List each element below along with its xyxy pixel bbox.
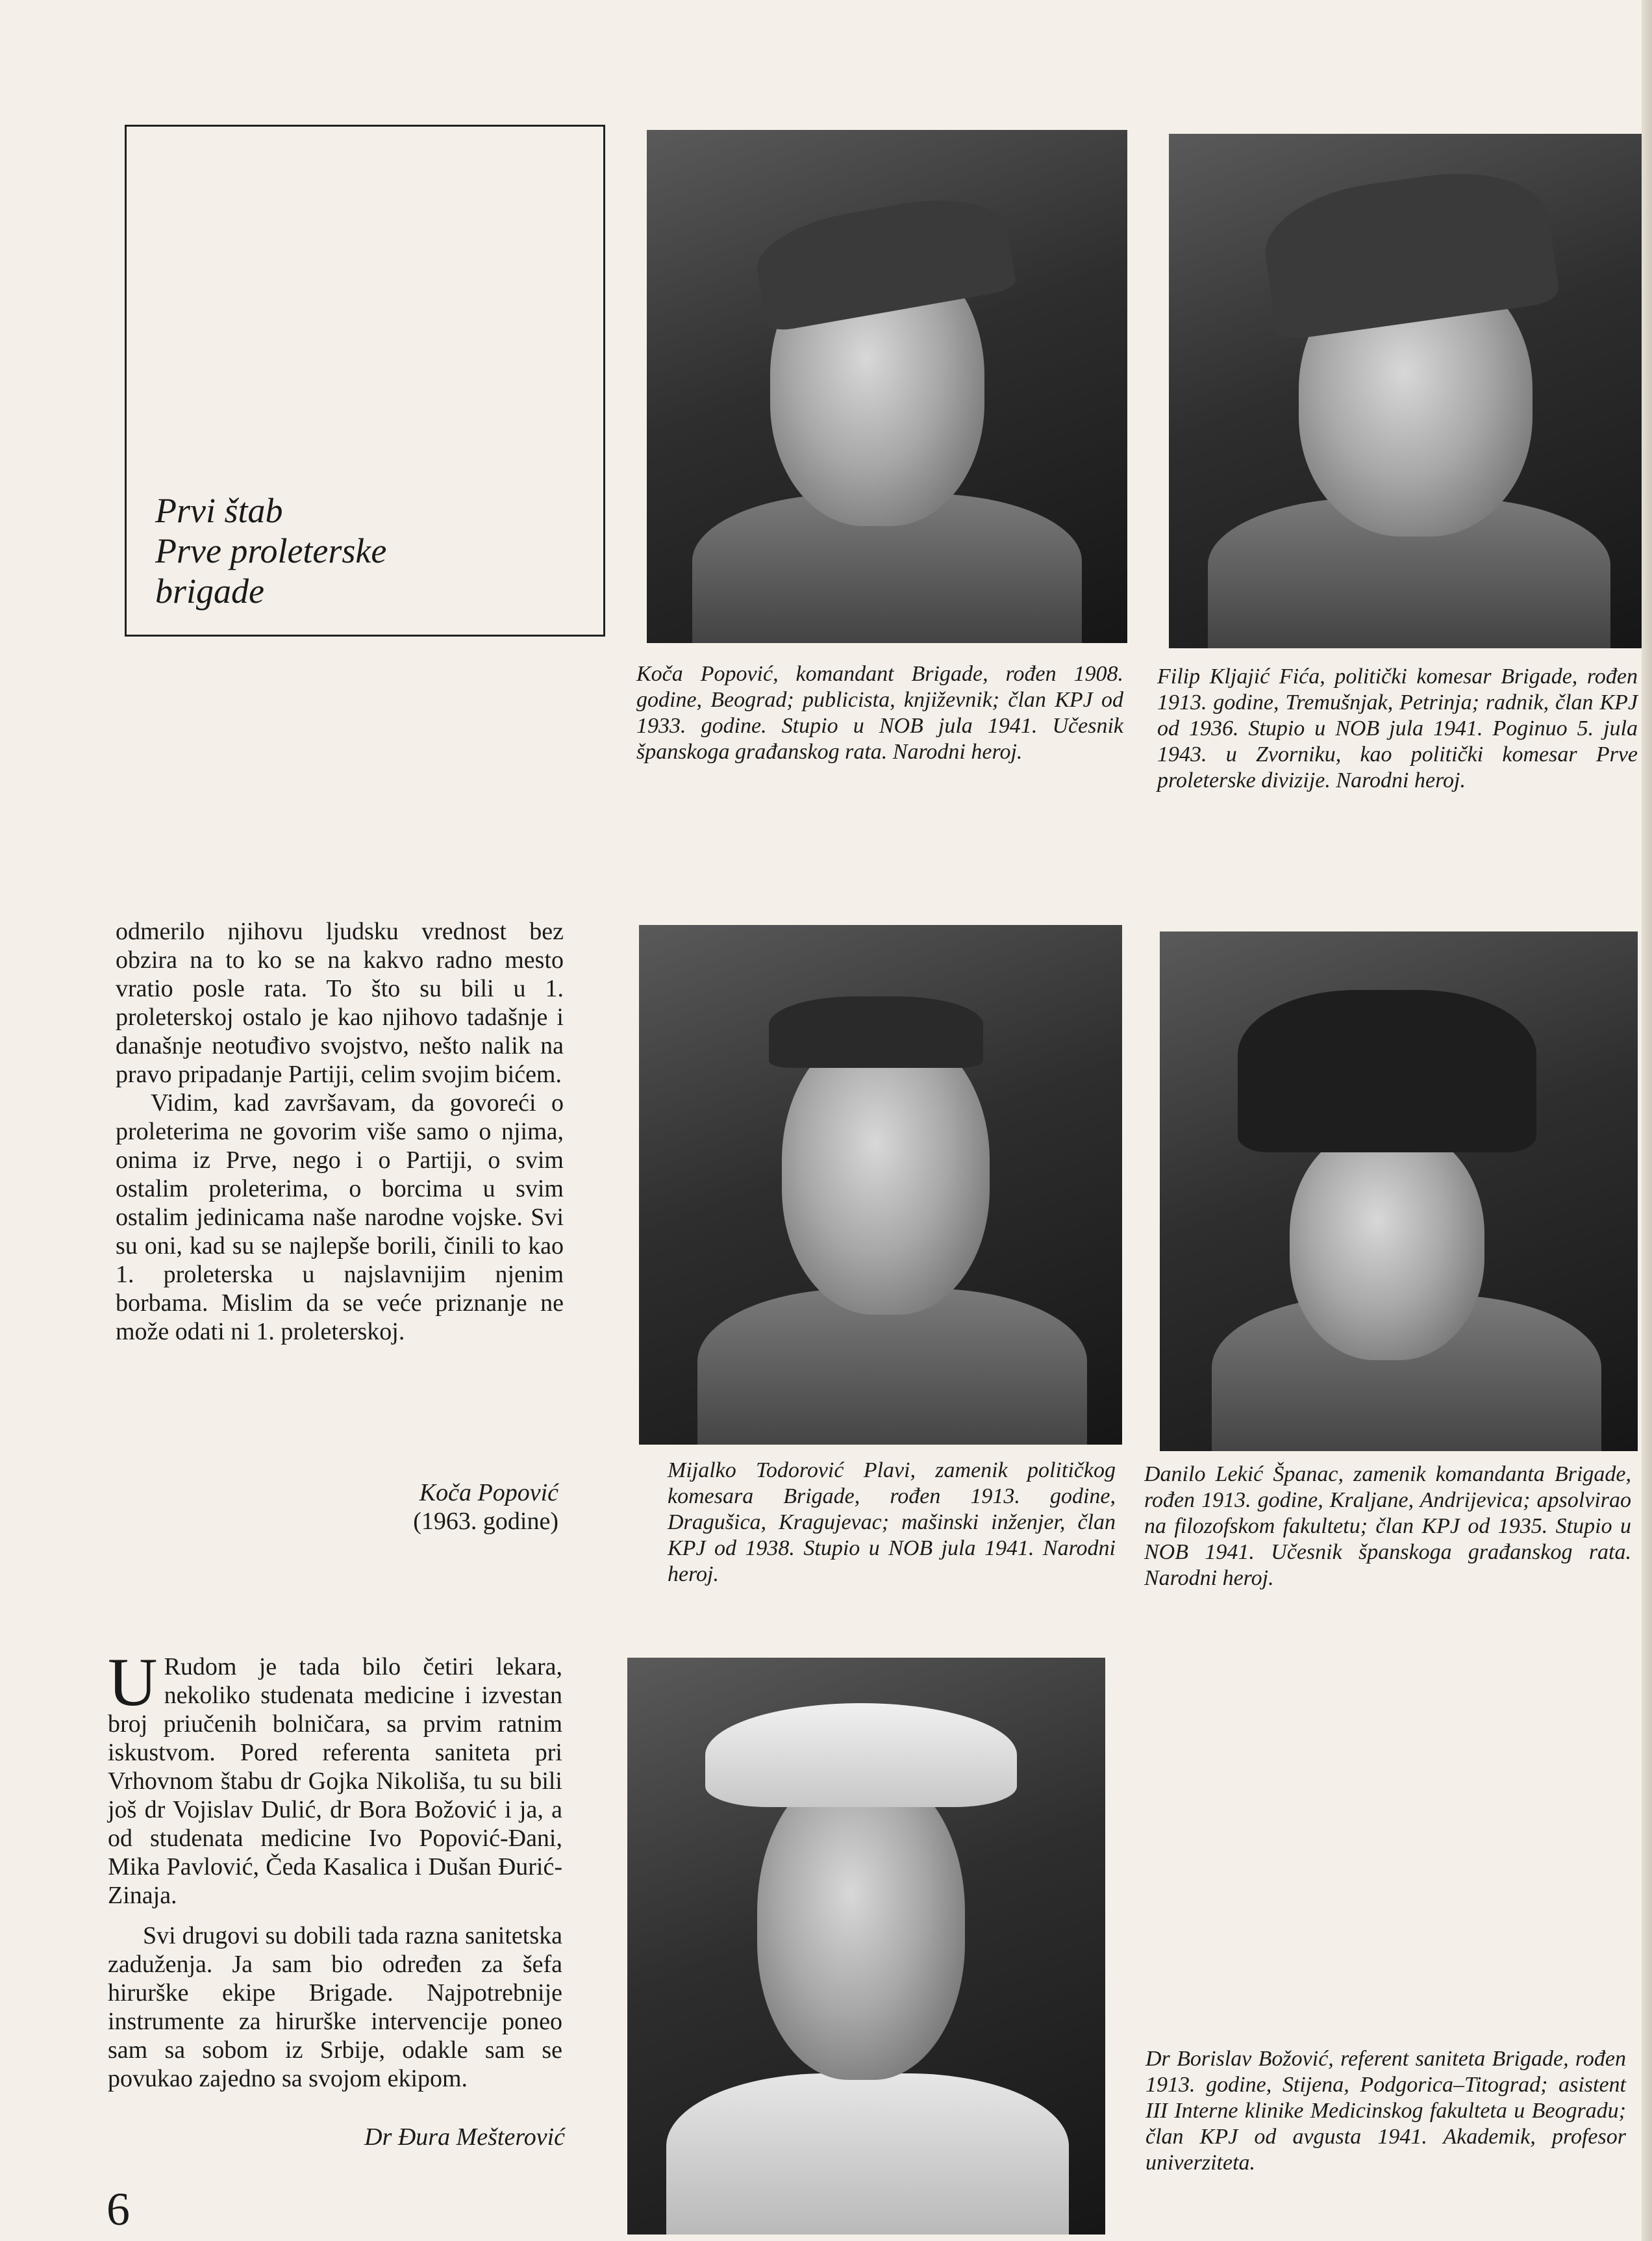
signature-year: (1963. godine): [413, 1508, 558, 1535]
photo-koca-popovic: [647, 130, 1127, 643]
article-mesterovic-signature: Dr Đura Mešterović: [364, 2123, 565, 2151]
page-edge: [1642, 0, 1652, 2241]
caption-mijalko-todorovic: Mijalko Todorović Plavi, zamenik političkog komesara Brigade, rođen 1913. godine, Dragušica, Kragujevac; mašinski inženjer, član KPJ od 1938. Stupio u NOB jula 1941. Narodni heroj.: [668, 1458, 1116, 1586]
section-title: [155, 490, 386, 611]
article-popovic-signature: [299, 1478, 558, 1536]
photo-filip-kljajic: [1169, 134, 1642, 648]
signature-name: Koča Popović: [419, 1479, 558, 1506]
title-line-3: brigade: [155, 572, 264, 611]
article-popovic-p2: Vidim, kad završavam, da govoreći o proleterima ne govorim više samo o njima, onima iz Prve, nego i o Partiji, o svim ostalim proleterima, o borcima u svim ostalim jedinicama naše narodne vojske. Svi su oni, kad su se najlepše borili, činili to kao 1. proleterska u najslavnijim njenim borbama. Mislim da se veće priznanje ne može odati ni 1. proleterskoj.: [116, 1089, 564, 1345]
caption-filip-kljajic: Filip Kljajić Fića, politički komesar Brigade, rođen 1913. godine, Tremušnjak, Petrinja; radnik, član KPJ od 1936. Stupio u NOB jula 1941. Poginuo 5. jula 1943. u Zvorniku, kao politički komesar Prve proleterske divizije. Narodni heroj.: [1157, 665, 1638, 792]
title-line-2: Prve proleterske: [155, 531, 387, 570]
page-number: 6: [106, 2183, 130, 2235]
drop-cap: U: [108, 1644, 158, 1720]
article-mesterovic: [108, 1644, 562, 2093]
caption-borislav-bozovic: Dr Borislav Božović, referent saniteta Brigade, rođen 1913. godine, Stijena, Podgorica–Titograd; asistent III Interne klinike Medicinskog fakulteta u Beogradu; član KPJ od avgusta 1941. Akademik, profesor univerziteta.: [1145, 2047, 1626, 2175]
article-popovic-p1: odmerilo njihovu ljudsku vrednost bez obzira na to ko se na kakvo radno mesto vratio posle rata. To što su bili u 1. proleterskoj ostalo je kao njihovo tadašnje i današnje neotuđivo svojstvo, nešto nalik na pravo pripadanje Partiji, celim svojim bićem.: [116, 918, 564, 1088]
title-line-1: Prvi štab: [155, 491, 283, 530]
caption-koca-popovic: Koča Popović, komandant Brigade, rođen 1908. godine, Beograd; publicista, književnik; član KPJ od 1933. godine. Stupio u NOB jula 1941. Učesnik španskoga građanskog rata. Narodni heroj.: [636, 662, 1123, 764]
section-title-box: [125, 125, 605, 637]
article-mesterovic-p2: Svi drugovi su dobili tada razna sanitetska zaduženja. Ja sam bio određen za šefa hirurške ekipe Brigade. Najpotrebnije instrumente za hirurške intervencije poneo sam sa sobom iz Srbije, odakle sam se povukao zajedno sa svojom ekipom.: [108, 1922, 562, 2092]
photo-borislav-bozovic: [627, 1658, 1105, 2235]
caption-danilo-lekic: Danilo Lekić Španac, zamenik komandanta Brigade, rođen 1913. godine, Kraljane, Andrijevica; apsolvirao na filozofskom fakultetu; član KPJ od 1935. Stupio u NOB 1941. Učesnik španskoga građanskog rata. Narodni heroj.: [1144, 1462, 1631, 1590]
photo-mijalko-todorovic: [639, 925, 1122, 1445]
photo-danilo-lekic: [1160, 931, 1638, 1451]
article-mesterovic-p1: U Rudom je tada bilo četiri lekara, nekoliko studenata medicine i izvestan broj priučenih bolničara, sa prvim ratnim iskustvom. Pored referenta saniteta pri Vrhovnom štabu dr Gojka Nikoliša, tu su bili još dr Vojislav Dulić, dr Bora Božović i ja, a od studenata medicine Ivo Popović-Đani, Mika Pavlović, Čeda Kasalica i Dušan Đurić-Zinaja.: [108, 1644, 562, 1909]
article-popovic: [116, 917, 564, 1346]
